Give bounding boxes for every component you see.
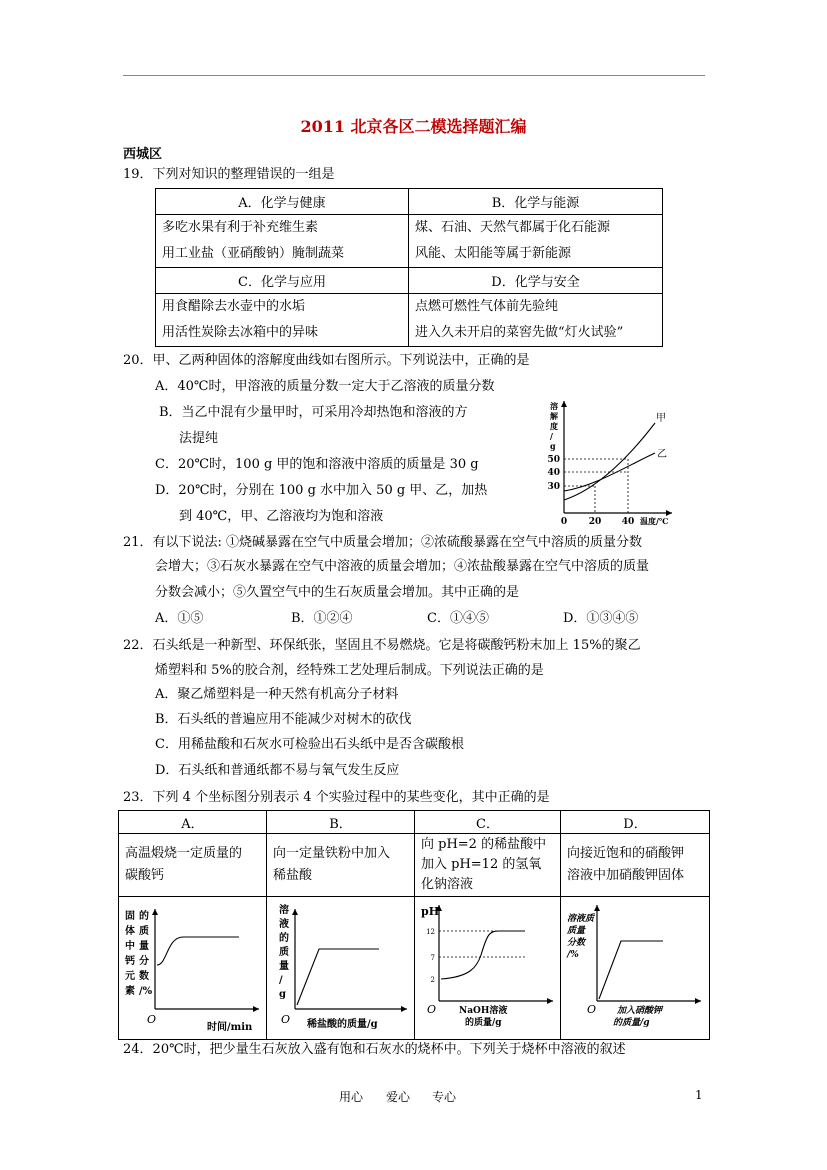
q19-b-head: B．化学与能源 <box>409 189 663 215</box>
q23-graph-a-origin: O <box>147 1013 157 1026</box>
q23-desc-b: 向一定量铁粉中加入 稀盐酸 <box>267 834 415 897</box>
q20-ytick-30: 30 <box>547 482 560 492</box>
q23-graph-c-curve <box>441 931 525 979</box>
header-rule <box>123 75 705 76</box>
svg-text:分数: 分数 <box>567 938 586 948</box>
q20-solubility-graph <box>540 395 680 530</box>
q23-table <box>118 810 710 1040</box>
q20-stem: 20．甲、乙两种固体的溶解度曲线如右图所示。下列说法中，正确的是 <box>123 353 530 368</box>
svg-text:数: 数 <box>139 971 149 982</box>
q23-graph-d-cell <box>561 897 710 1040</box>
svg-text:质量: 质量 <box>567 926 586 936</box>
q20-label-yi: 乙 <box>657 449 667 460</box>
q23-graph-a <box>119 897 266 1035</box>
q23-graph-d-ylabel <box>566 913 596 960</box>
q21-line-3: 分数会减小；⑤久置空气中的生石灰质量会增加。其中正确的是 <box>155 585 520 600</box>
q19-c-body: 用食醋除去水壶中的水垢 用活性炭除去冰箱中的异味 <box>156 294 409 347</box>
q22-option-c: C．用稀盐酸和石灰水可检验出石头纸中是否含碳酸根 <box>155 737 464 752</box>
q23-desc-d: 向接近饱和的硝酸钾 溶液中加硝酸钾固体 <box>561 834 710 897</box>
q21-option-b: B．①②④ <box>291 611 353 626</box>
svg-text:溶: 溶 <box>279 905 289 916</box>
svg-text:的: 的 <box>139 911 149 922</box>
q19-c-head: C．化学与应用 <box>156 268 409 294</box>
svg-text:固: 固 <box>125 911 135 922</box>
footer-item-2: 爱心 <box>386 1090 411 1104</box>
q19-b-body: 煤、石油、天然气都属于化石能源 风能、太阳能等属于新能源 <box>409 215 663 268</box>
svg-text:/: / <box>279 975 283 986</box>
svg-text:量: 量 <box>139 941 149 952</box>
q23-graph-c-tick-12: 12 <box>426 928 435 936</box>
q23-graph-b-curve <box>297 949 379 1005</box>
q23-graph-a-cell <box>119 897 267 1040</box>
q23-head-c: C． <box>415 811 561 834</box>
q23-graph-c-tick-7: 7 <box>430 954 435 962</box>
q20-option-d: D．20℃时，分别在 100 g 水中加入 50 g 甲、乙，加热 <box>155 483 488 498</box>
q19-d-body: 点燃可燃性气体前先验纯 进入久未开启的菜窖先做“灯火试验” <box>409 294 663 347</box>
q21-line-2: 会增大；③石灰水暴露在空气中溶液的质量会增加；④浓盐酸暴露在空气中溶质的质量 <box>155 559 650 574</box>
svg-text:中: 中 <box>125 941 135 952</box>
q23-graph-b <box>267 897 414 1035</box>
q23-graph-a-ylabel <box>125 909 153 997</box>
q22-option-a: A．聚乙烯塑料是一种天然有机高分子材料 <box>155 687 399 702</box>
q23-graph-d-curve <box>599 941 663 999</box>
q20-ytick-50: 50 <box>547 455 560 465</box>
svg-text:分: 分 <box>139 956 149 967</box>
svg-text:质: 质 <box>279 947 289 958</box>
q21-option-c: C．①④⑤ <box>427 611 489 626</box>
q23-graph-c-xlabel-2: 的质量/g <box>465 1018 502 1028</box>
q22-line-1: 22．石头纸是一种新型、环保纸张，坚固且不易燃烧。它是将碳酸钙粉末加上 15%的聚乙 <box>123 638 641 653</box>
q23-graph-d <box>561 897 708 1035</box>
footer-item-1: 用心 <box>339 1090 364 1104</box>
page-number: 1 <box>695 1088 703 1102</box>
q23-graph-a-xlabel: 时间/min <box>207 1022 253 1033</box>
svg-text:质: 质 <box>139 926 149 937</box>
q20-xtick-40: 40 <box>621 517 635 527</box>
q20-graph-ylabel: 溶解度/ g <box>550 401 558 451</box>
q23-graph-c-ylabel: pH <box>421 905 440 918</box>
svg-text:元: 元 <box>125 971 135 982</box>
q20-option-b-cont: 法提纯 <box>179 431 219 446</box>
svg-text:溶液质: 溶液质 <box>567 914 595 924</box>
q22-line-2: 烯塑料和 5%的胶合剂，经特殊工艺处理后制成。下列说法正确的是 <box>155 663 544 678</box>
q19-stem: 19．下列对知识的整理错误的一组是 <box>123 167 335 182</box>
q23-graph-c <box>415 897 560 1035</box>
q21-option-a: A．①⑤ <box>155 611 204 626</box>
page-title: 2011 北京各区二模选择题汇编 <box>300 117 527 136</box>
q23-graph-b-origin: O <box>281 1013 291 1026</box>
q20-label-jia: 甲 <box>656 413 666 424</box>
svg-text:液: 液 <box>279 919 289 930</box>
q23-graph-c-xlabel-1: NaOH溶液 <box>459 1006 508 1016</box>
svg-text:量: 量 <box>279 961 289 972</box>
q23-graph-c-origin: O <box>427 1003 437 1016</box>
q20-option-d-cont: 到 40℃，甲、乙溶液均为饱和溶液 <box>179 509 384 524</box>
q23-desc-a: 高温煅烧一定质量的 碳酸钙 <box>119 834 267 897</box>
q23-graph-d-xlabel-1: 加入硝酸钾 <box>617 1006 663 1016</box>
q23-graph-b-cell <box>267 897 415 1040</box>
q23-graph-d-xlabel-2: 的质量/g <box>613 1018 650 1028</box>
q22-option-d: D．石头纸和普通纸都不易与氧气发生反应 <box>155 763 400 778</box>
q20-option-c: C．20℃时，100 g 甲的饱和溶液中溶质的质量是 30 g <box>155 457 479 472</box>
svg-text:g: g <box>279 989 286 1000</box>
q23-graph-b-ylabel <box>279 903 289 1000</box>
q23-graph-c-tick-2: 2 <box>430 976 435 984</box>
q23-head-a: A． <box>119 811 267 834</box>
q24-stem: 24．20℃时，把少量生石灰放入盛有饱和石灰水的烧杯中。下列关于烧杯中溶液的叙述 <box>123 1042 626 1057</box>
q20-ytick-40: 40 <box>547 468 560 478</box>
district-heading: 西城区 <box>123 147 163 162</box>
q19-a-head: A．化学与健康 <box>156 189 409 215</box>
q22-option-b: B．石头纸的普遍应用不能减少对树木的砍伐 <box>155 712 412 727</box>
q23-desc-c: 向 pH=2 的稀盐酸中 加入 pH=12 的氢氧 化钠溶液 <box>415 834 561 897</box>
svg-text:的: 的 <box>279 933 289 944</box>
q19-d-head: D．化学与安全 <box>409 268 663 294</box>
svg-text:体: 体 <box>125 926 135 937</box>
q20-option-b: B．当乙中混有少量甲时，可采用冷却热饱和溶液的方 <box>159 405 468 420</box>
q19-table <box>155 188 663 347</box>
svg-text:/%: /% <box>139 986 153 997</box>
q19-a-body: 多吃水果有利于补充维生素 用工业盐（亚硝酸钠）腌制蔬菜 <box>156 215 409 268</box>
footer-item-3: 专心 <box>432 1090 457 1104</box>
q23-head-d: D． <box>561 811 710 834</box>
q23-graph-b-xlabel: 稀盐酸的质量/g <box>307 1019 378 1030</box>
q23-graph-a-curve <box>157 937 239 965</box>
q23-graph-d-origin: O <box>587 1003 597 1016</box>
q20-xtick-20: 20 <box>588 517 602 527</box>
svg-text:素: 素 <box>125 986 135 997</box>
q23-graph-c-cell <box>415 897 561 1040</box>
q23-stem: 23．下列 4 个坐标图分别表示 4 个实验过程中的某些变化，其中正确的是 <box>123 790 550 805</box>
q21-line-1: 21．有以下说法: ①烧碱暴露在空气中质量会增加；②浓硫酸暴露在空气中溶质的质量分数 <box>123 535 643 550</box>
q20-graph-xlabel: 温度/℃ <box>640 516 669 526</box>
q21-option-d: D．①③④⑤ <box>563 611 639 626</box>
q20-xtick-0: 0 <box>560 517 568 527</box>
q20-option-a: A．40℃时，甲溶液的质量分数一定大于乙溶液的质量分数 <box>155 379 495 394</box>
svg-text:/%: /% <box>567 950 579 960</box>
svg-text:钙: 钙 <box>125 956 135 967</box>
q23-head-b: B． <box>267 811 415 834</box>
